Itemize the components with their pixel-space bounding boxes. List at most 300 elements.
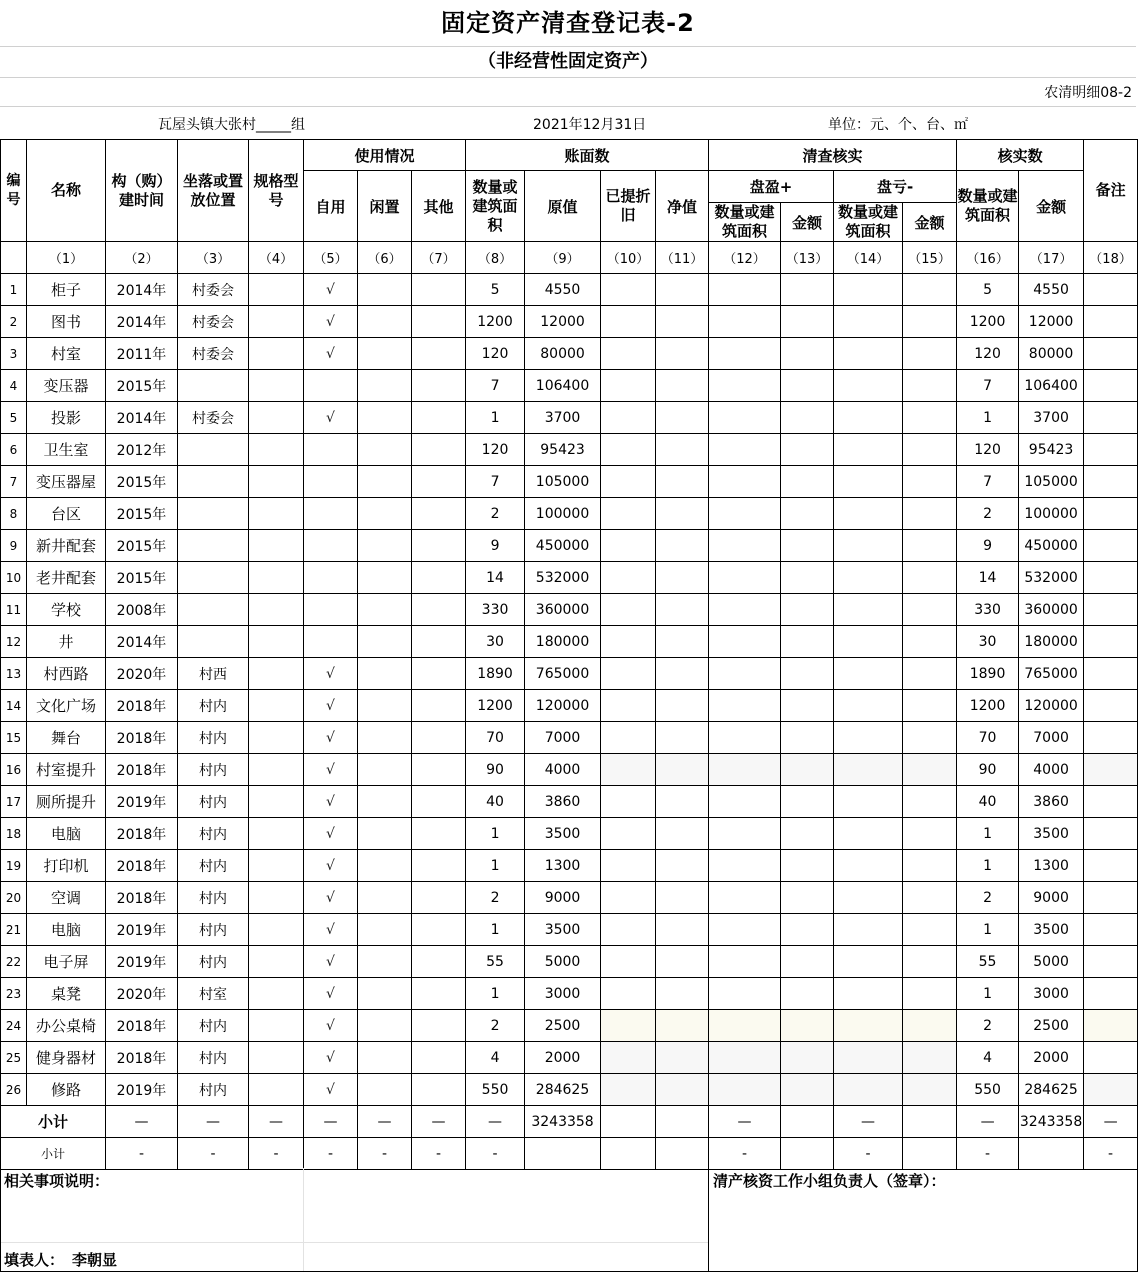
column-number-row	[1, 242, 1138, 274]
header-book-net: 净值	[656, 171, 709, 242]
asset-name: 电脑	[27, 914, 106, 946]
surplus-qty-cell	[709, 594, 781, 626]
usage-other-cell	[412, 882, 466, 914]
filler-label: 填表人：	[4, 1251, 65, 1269]
notes-area	[1, 1168, 709, 1271]
header-verified-qty: 数量或建筑面积	[957, 171, 1019, 242]
spec-cell	[249, 338, 304, 370]
note-cell	[1084, 434, 1138, 466]
book-quantity: 1	[466, 978, 525, 1010]
usage-idle-cell	[358, 1042, 412, 1074]
surplus-qty-cell	[709, 658, 781, 690]
row-number: 20	[1, 882, 27, 914]
built-year: 2014年	[106, 274, 178, 306]
deficit-qty-cell	[834, 306, 903, 338]
asset-name: 电子屏	[27, 946, 106, 978]
net-value-cell	[656, 914, 709, 946]
date-text: 2021年12月31日	[533, 117, 647, 133]
surplus-amount-cell	[781, 306, 834, 338]
subtotal-dash: —	[106, 1106, 178, 1138]
deficit-amount-cell	[903, 690, 957, 722]
subtotal-dash: -	[358, 1138, 412, 1170]
book-quantity: 2	[466, 882, 525, 914]
usage-self-mark: √	[304, 690, 358, 722]
usage-idle-cell	[358, 434, 412, 466]
net-value-cell	[656, 338, 709, 370]
deficit-amount-cell	[903, 722, 957, 754]
verified-amount: 3860	[1019, 786, 1084, 818]
depreciation-cell	[601, 754, 656, 786]
subtotal-row-1	[1, 1106, 1138, 1138]
spec-cell	[249, 914, 304, 946]
note-cell	[1084, 594, 1138, 626]
asset-name: 学校	[27, 594, 106, 626]
surplus-qty-cell	[709, 1074, 781, 1106]
verified-quantity: 90	[957, 754, 1019, 786]
table-row	[1, 274, 1138, 306]
usage-idle-cell	[358, 818, 412, 850]
row-number: 2	[1, 306, 27, 338]
spec-cell	[249, 690, 304, 722]
surplus-qty-cell	[709, 914, 781, 946]
asset-location	[178, 626, 249, 658]
table-row	[1, 1042, 1138, 1074]
asset-location	[178, 434, 249, 466]
usage-self-mark: √	[304, 786, 358, 818]
table-row	[1, 402, 1138, 434]
row-number: 8	[1, 498, 27, 530]
book-quantity: 14	[466, 562, 525, 594]
net-value-cell	[656, 626, 709, 658]
book-original-value: 3500	[525, 818, 601, 850]
depreciation-cell	[601, 786, 656, 818]
book-quantity: 90	[466, 754, 525, 786]
built-year: 2015年	[106, 530, 178, 562]
usage-other-cell	[412, 626, 466, 658]
asset-rows	[1, 274, 1138, 1106]
surplus-qty-cell	[709, 370, 781, 402]
column-number: （7）	[412, 242, 466, 274]
table-row	[1, 498, 1138, 530]
deficit-amount-cell	[903, 882, 957, 914]
asset-location: 村内	[178, 914, 249, 946]
empty-cell	[656, 1138, 709, 1170]
deficit-amount-cell	[903, 338, 957, 370]
table-row	[1, 882, 1138, 914]
row-number: 18	[1, 818, 27, 850]
surplus-amount-cell	[781, 946, 834, 978]
header-name: 名称	[27, 140, 106, 242]
depreciation-cell	[601, 370, 656, 402]
asset-name: 柜子	[27, 274, 106, 306]
net-value-cell	[656, 658, 709, 690]
subtotal-dash: -	[249, 1138, 304, 1170]
book-quantity: 70	[466, 722, 525, 754]
book-quantity: 2	[466, 498, 525, 530]
book-quantity: 4	[466, 1042, 525, 1074]
deficit-qty-cell	[834, 914, 903, 946]
verified-quantity: 30	[957, 626, 1019, 658]
usage-idle-cell	[358, 562, 412, 594]
depreciation-cell	[601, 1074, 656, 1106]
asset-location	[178, 594, 249, 626]
verified-amount: 5000	[1019, 946, 1084, 978]
verified-quantity: 70	[957, 722, 1019, 754]
usage-idle-cell	[358, 370, 412, 402]
note-cell	[1084, 658, 1138, 690]
row-number: 13	[1, 658, 27, 690]
header-deficit: 盘亏-	[834, 171, 957, 203]
built-year: 2018年	[106, 818, 178, 850]
usage-other-cell	[412, 754, 466, 786]
built-year: 2018年	[106, 1010, 178, 1042]
usage-other-cell	[412, 946, 466, 978]
depreciation-cell	[601, 722, 656, 754]
subtotal-dash: -	[178, 1138, 249, 1170]
deficit-qty-cell	[834, 818, 903, 850]
verified-quantity: 1	[957, 914, 1019, 946]
empty-cell	[781, 1106, 834, 1138]
deficit-qty-cell	[834, 722, 903, 754]
depreciation-cell	[601, 882, 656, 914]
note-cell	[1084, 914, 1138, 946]
verified-amount: 284625	[1019, 1074, 1084, 1106]
verified-quantity: 2	[957, 882, 1019, 914]
table-row	[1, 434, 1138, 466]
net-value-cell	[656, 306, 709, 338]
column-number: （13）	[781, 242, 834, 274]
surplus-amount-cell	[781, 914, 834, 946]
usage-self-mark: √	[304, 978, 358, 1010]
subtotal-dash: —	[249, 1106, 304, 1138]
usage-other-cell	[412, 1010, 466, 1042]
net-value-cell	[656, 850, 709, 882]
verified-amount: 3000	[1019, 978, 1084, 1010]
verified-amount: 3500	[1019, 914, 1084, 946]
deficit-qty-cell	[834, 658, 903, 690]
usage-self-mark: √	[304, 818, 358, 850]
spec-cell	[249, 434, 304, 466]
row-number: 11	[1, 594, 27, 626]
book-quantity: 40	[466, 786, 525, 818]
note-cell	[1084, 1074, 1138, 1106]
usage-self-mark	[304, 594, 358, 626]
surplus-qty-cell	[709, 722, 781, 754]
note-cell	[1084, 274, 1138, 306]
built-year: 2015年	[106, 562, 178, 594]
spec-cell	[249, 754, 304, 786]
surplus-amount-cell	[781, 274, 834, 306]
header-check-group: 清查核实	[709, 140, 957, 171]
verified-amount: 12000	[1019, 306, 1084, 338]
surplus-amount-cell	[781, 786, 834, 818]
net-value-cell	[656, 818, 709, 850]
note-cell	[1084, 978, 1138, 1010]
book-original-value: 120000	[525, 690, 601, 722]
spec-cell	[249, 658, 304, 690]
table-row	[1, 594, 1138, 626]
surplus-amount-cell	[781, 722, 834, 754]
header-location: 坐落或置放位置	[178, 140, 249, 242]
built-year: 2014年	[106, 306, 178, 338]
book-original-value: 3500	[525, 914, 601, 946]
subtotal-dash: -	[957, 1138, 1019, 1170]
row-number: 23	[1, 978, 27, 1010]
unit-text: 单位：元、个、台、㎡	[828, 117, 968, 133]
asset-location: 村内	[178, 1042, 249, 1074]
book-original-value: 7000	[525, 722, 601, 754]
verified-amount: 4000	[1019, 754, 1084, 786]
book-original-value: 3000	[525, 978, 601, 1010]
row-number: 12	[1, 626, 27, 658]
spec-cell	[249, 530, 304, 562]
note-cell	[1084, 786, 1138, 818]
column-number: （9）	[525, 242, 601, 274]
usage-other-cell	[412, 914, 466, 946]
usage-idle-cell	[358, 786, 412, 818]
book-quantity: 7	[466, 370, 525, 402]
note-cell	[1084, 498, 1138, 530]
deficit-amount-cell	[903, 914, 957, 946]
verified-quantity: 14	[957, 562, 1019, 594]
deficit-amount-cell	[903, 626, 957, 658]
book-quantity: 1	[466, 402, 525, 434]
asset-name: 井	[27, 626, 106, 658]
verified-quantity: 9	[957, 530, 1019, 562]
usage-other-cell	[412, 338, 466, 370]
surplus-qty-cell	[709, 434, 781, 466]
book-original-value: 3860	[525, 786, 601, 818]
notes-label: 相关事项说明：	[4, 1172, 110, 1190]
header-usage-idle: 闲置	[358, 171, 412, 242]
depreciation-cell	[601, 626, 656, 658]
verified-amount: 4550	[1019, 274, 1084, 306]
usage-self-mark	[304, 626, 358, 658]
surplus-qty-cell	[709, 626, 781, 658]
surplus-amount-cell	[781, 882, 834, 914]
note-cell	[1084, 562, 1138, 594]
verified-quantity: 1	[957, 850, 1019, 882]
header-verified-amount: 金额	[1019, 171, 1084, 242]
verified-quantity: 120	[957, 434, 1019, 466]
deficit-qty-cell	[834, 690, 903, 722]
column-number: （2）	[106, 242, 178, 274]
subtotal-dash: —	[178, 1106, 249, 1138]
usage-other-cell	[412, 498, 466, 530]
info-row	[0, 108, 1136, 138]
book-quantity: 9	[466, 530, 525, 562]
subtotal-dash: —	[466, 1106, 525, 1138]
built-year: 2018年	[106, 850, 178, 882]
row-number: 26	[1, 1074, 27, 1106]
row-number: 15	[1, 722, 27, 754]
header-usage-group: 使用情况	[304, 140, 466, 171]
deficit-qty-cell	[834, 1042, 903, 1074]
note-cell	[1084, 402, 1138, 434]
book-original-value: 105000	[525, 466, 601, 498]
net-value-cell	[656, 370, 709, 402]
row-number: 14	[1, 690, 27, 722]
asset-location	[178, 498, 249, 530]
empty-cell	[601, 1106, 656, 1138]
table-row	[1, 658, 1138, 690]
built-year: 2014年	[106, 402, 178, 434]
book-original-value: 4000	[525, 754, 601, 786]
surplus-qty-cell	[709, 786, 781, 818]
book-quantity: 1	[466, 914, 525, 946]
surplus-qty-cell	[709, 1042, 781, 1074]
depreciation-cell	[601, 946, 656, 978]
usage-idle-cell	[358, 594, 412, 626]
asset-location: 村内	[178, 722, 249, 754]
net-value-cell	[656, 466, 709, 498]
depreciation-cell	[601, 498, 656, 530]
row-number: 22	[1, 946, 27, 978]
verified-amount: 106400	[1019, 370, 1084, 402]
surplus-amount-cell	[781, 818, 834, 850]
row-number: 17	[1, 786, 27, 818]
deficit-qty-cell	[834, 594, 903, 626]
usage-self-mark: √	[304, 1010, 358, 1042]
deficit-qty-cell	[834, 882, 903, 914]
header-usage-other: 其他	[412, 171, 466, 242]
verified-amount: 765000	[1019, 658, 1084, 690]
subtotal-dash: -	[106, 1138, 178, 1170]
verified-amount: 95423	[1019, 434, 1084, 466]
table-row	[1, 562, 1138, 594]
depreciation-cell	[601, 658, 656, 690]
net-value-cell	[656, 978, 709, 1010]
depreciation-cell	[601, 850, 656, 882]
book-original-value: 765000	[525, 658, 601, 690]
usage-self-mark	[304, 562, 358, 594]
deficit-qty-cell	[834, 946, 903, 978]
book-original-value: 3700	[525, 402, 601, 434]
built-year: 2018年	[106, 882, 178, 914]
deficit-qty-cell	[834, 1010, 903, 1042]
header-usage-self: 自用	[304, 171, 358, 242]
subtotal-verified-amount: 3243358	[1019, 1106, 1084, 1138]
surplus-amount-cell	[781, 658, 834, 690]
book-quantity: 55	[466, 946, 525, 978]
deficit-amount-cell	[903, 1042, 957, 1074]
surplus-qty-cell	[709, 978, 781, 1010]
usage-self-mark: √	[304, 722, 358, 754]
form-code: 农清明细08-2	[1044, 85, 1132, 101]
asset-location: 村西	[178, 658, 249, 690]
spec-cell	[249, 978, 304, 1010]
column-number: （5）	[304, 242, 358, 274]
note-cell	[1084, 626, 1138, 658]
deficit-qty-cell	[834, 402, 903, 434]
header-verified-group: 核实数	[957, 140, 1084, 171]
built-year: 2015年	[106, 498, 178, 530]
empty-cell	[1019, 1138, 1084, 1170]
header-built-time: 构（购）建时间	[106, 140, 178, 242]
built-year: 2019年	[106, 914, 178, 946]
row-number: 9	[1, 530, 27, 562]
surplus-qty-cell	[709, 402, 781, 434]
deficit-qty-cell	[834, 370, 903, 402]
table-row	[1, 466, 1138, 498]
net-value-cell	[656, 1074, 709, 1106]
usage-other-cell	[412, 434, 466, 466]
surplus-qty-cell	[709, 466, 781, 498]
spec-cell	[249, 594, 304, 626]
subtotal-dash: —	[709, 1106, 781, 1138]
book-original-value: 360000	[525, 594, 601, 626]
row-number: 6	[1, 434, 27, 466]
deficit-amount-cell	[903, 946, 957, 978]
book-original-value: 532000	[525, 562, 601, 594]
asset-name: 村室提升	[27, 754, 106, 786]
book-original-value: 5000	[525, 946, 601, 978]
depreciation-cell	[601, 338, 656, 370]
column-number: （1）	[27, 242, 106, 274]
asset-name: 打印机	[27, 850, 106, 882]
book-quantity: 120	[466, 434, 525, 466]
net-value-cell	[656, 498, 709, 530]
book-quantity: 30	[466, 626, 525, 658]
asset-name: 修路	[27, 1074, 106, 1106]
usage-other-cell	[412, 850, 466, 882]
deficit-qty-cell	[834, 626, 903, 658]
book-quantity: 1890	[466, 658, 525, 690]
book-quantity: 550	[466, 1074, 525, 1106]
footer-section	[0, 1168, 1138, 1272]
verified-amount: 180000	[1019, 626, 1084, 658]
usage-idle-cell	[358, 658, 412, 690]
spec-cell	[249, 850, 304, 882]
book-original-value: 106400	[525, 370, 601, 402]
verified-amount: 532000	[1019, 562, 1084, 594]
spec-cell	[249, 626, 304, 658]
deficit-amount-cell	[903, 274, 957, 306]
asset-name: 卫生室	[27, 434, 106, 466]
row-number: 21	[1, 914, 27, 946]
verified-amount: 9000	[1019, 882, 1084, 914]
spec-cell	[249, 722, 304, 754]
column-number: （3）	[178, 242, 249, 274]
book-quantity: 1	[466, 818, 525, 850]
spec-cell	[249, 946, 304, 978]
surplus-qty-cell	[709, 530, 781, 562]
book-original-value: 80000	[525, 338, 601, 370]
built-year: 2008年	[106, 594, 178, 626]
spec-cell	[249, 1042, 304, 1074]
net-value-cell	[656, 594, 709, 626]
usage-other-cell	[412, 978, 466, 1010]
deficit-amount-cell	[903, 370, 957, 402]
usage-self-mark: √	[304, 1042, 358, 1074]
usage-idle-cell	[358, 882, 412, 914]
usage-idle-cell	[358, 466, 412, 498]
book-quantity: 1200	[466, 690, 525, 722]
table-row	[1, 786, 1138, 818]
subtotal-dash: —	[412, 1106, 466, 1138]
verified-amount: 100000	[1019, 498, 1084, 530]
surplus-amount-cell	[781, 594, 834, 626]
verified-amount: 2500	[1019, 1010, 1084, 1042]
depreciation-cell	[601, 818, 656, 850]
surplus-qty-cell	[709, 882, 781, 914]
asset-name: 村室	[27, 338, 106, 370]
surplus-amount-cell	[781, 1074, 834, 1106]
verified-quantity: 1890	[957, 658, 1019, 690]
asset-name: 厕所提升	[27, 786, 106, 818]
net-value-cell	[656, 786, 709, 818]
spec-cell	[249, 786, 304, 818]
